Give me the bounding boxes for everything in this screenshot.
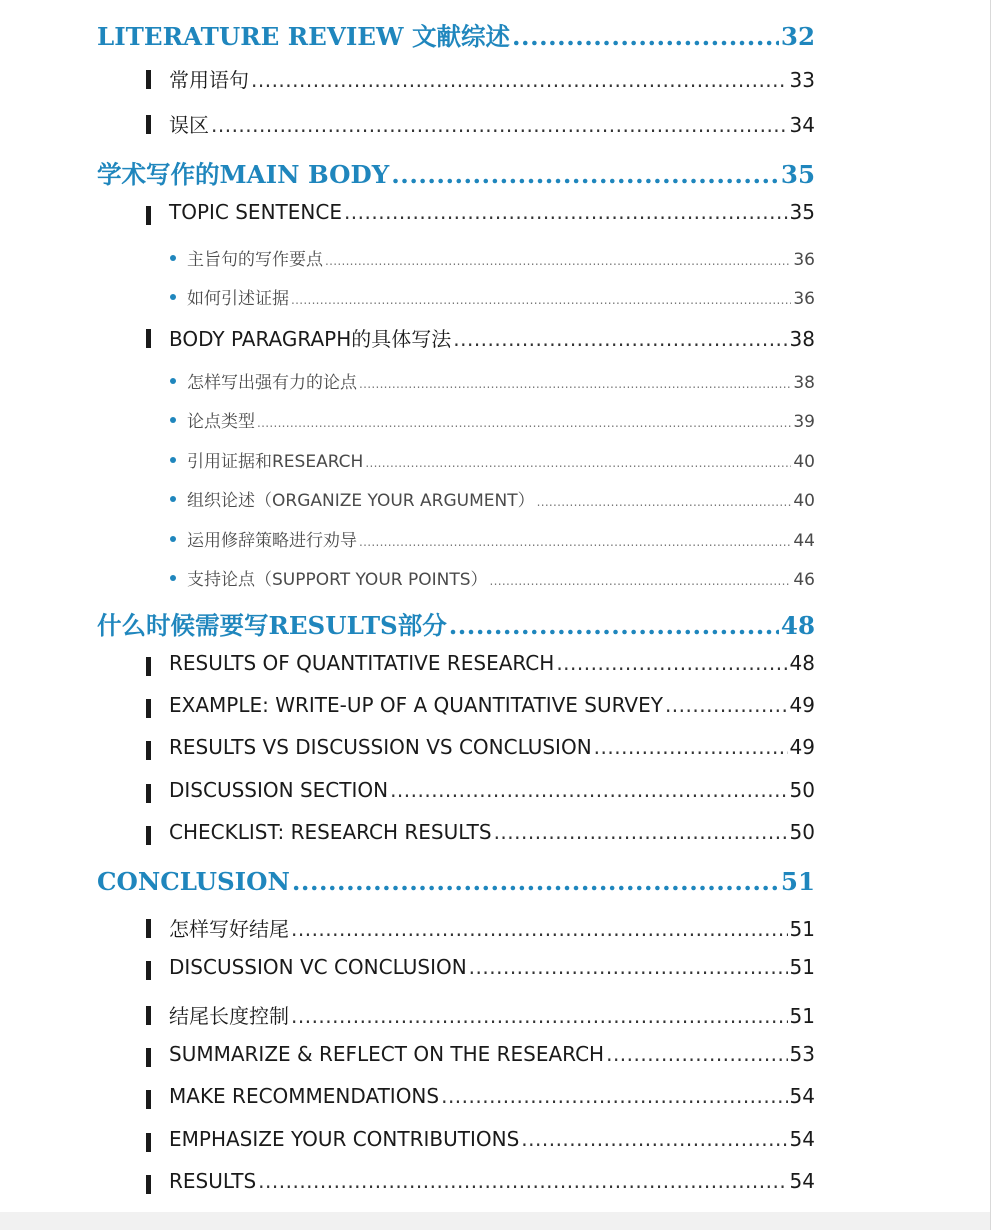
toc-subsection[interactable] bbox=[146, 651, 815, 681]
toc-section[interactable] bbox=[97, 607, 815, 641]
toc-page-number: 51 bbox=[789, 955, 815, 979]
toc-page-number: 40 bbox=[793, 491, 815, 511]
toc-page-number: 40 bbox=[793, 452, 815, 472]
dot-leader bbox=[453, 327, 787, 351]
toc-subsection[interactable] bbox=[146, 735, 815, 765]
toc-section-title: CONCLUSION bbox=[97, 867, 290, 896]
toc-page-number: 36 bbox=[793, 250, 815, 270]
subsection-bar-marker bbox=[146, 70, 151, 89]
toc-subsection-title: DISCUSSION VC CONCLUSION bbox=[169, 955, 467, 979]
dot-leader bbox=[390, 778, 787, 802]
toc-page-number: 54 bbox=[789, 1084, 815, 1108]
toc-item[interactable] bbox=[170, 565, 815, 591]
toc-subsection[interactable] bbox=[146, 64, 815, 94]
toc-item-title: 怎样写出强有力的论点 bbox=[187, 373, 357, 393]
dot-leader bbox=[291, 1004, 788, 1028]
toc-item[interactable] bbox=[170, 486, 815, 512]
toc-item-title: 运用修辞策略进行劝导 bbox=[187, 531, 357, 551]
subsection-bar-marker bbox=[146, 919, 151, 938]
toc-section[interactable] bbox=[97, 18, 815, 52]
subsection-bar-marker bbox=[146, 826, 151, 845]
toc-subsection[interactable] bbox=[146, 778, 815, 808]
dot-leader bbox=[251, 68, 788, 92]
dot-leader bbox=[391, 160, 779, 189]
toc-subsection-title: EXAMPLE: WRITE-UP OF A QUANTITATIVE SURVEY bbox=[169, 693, 663, 717]
dot-leader bbox=[344, 200, 788, 224]
toc-page-number: 54 bbox=[789, 1127, 815, 1151]
toc-subsection-title: RESULTS OF QUANTITATIVE RESEARCH bbox=[169, 651, 555, 675]
dot-leader bbox=[665, 693, 788, 717]
toc-section[interactable] bbox=[97, 156, 815, 190]
dot-leader bbox=[257, 416, 791, 430]
toc-subsection-title: SUMMARIZE & REFLECT ON THE RESEARCH bbox=[169, 1042, 605, 1066]
toc-page-number: 53 bbox=[789, 1042, 815, 1066]
toc-page-number: 50 bbox=[789, 820, 815, 844]
toc-page-number: 48 bbox=[789, 651, 815, 675]
bullet-icon bbox=[170, 536, 176, 542]
toc-subsection[interactable] bbox=[146, 820, 815, 850]
subsection-bar-marker bbox=[146, 657, 151, 676]
toc-subsection-title: 怎样写好结尾 bbox=[169, 917, 289, 941]
toc-item[interactable] bbox=[170, 245, 815, 271]
dot-leader bbox=[325, 254, 791, 268]
toc-page-number: 46 bbox=[793, 570, 815, 590]
bullet-icon bbox=[170, 255, 176, 261]
dot-leader bbox=[291, 293, 791, 307]
bullet-icon bbox=[170, 417, 176, 423]
toc-subsection-title: 误区 bbox=[169, 113, 209, 137]
subsection-bar-marker bbox=[146, 784, 151, 803]
dot-leader bbox=[359, 377, 791, 391]
toc-page-number: 51 bbox=[789, 917, 815, 941]
toc-item[interactable] bbox=[170, 284, 815, 310]
toc-page-number: 49 bbox=[789, 693, 815, 717]
toc-page-number: 36 bbox=[793, 289, 815, 309]
dot-leader bbox=[258, 1169, 787, 1193]
bullet-icon bbox=[170, 575, 176, 581]
bullet-icon bbox=[170, 496, 176, 502]
toc-item[interactable] bbox=[170, 526, 815, 552]
toc-subsection[interactable] bbox=[146, 109, 815, 139]
toc-page-number: 35 bbox=[780, 160, 815, 189]
toc-subsection-title: RESULTS VS DISCUSSION VS CONCLUSION bbox=[169, 735, 592, 759]
toc-page-number: 49 bbox=[789, 735, 815, 759]
bullet-icon bbox=[170, 378, 176, 384]
subsection-bar-marker bbox=[146, 1006, 151, 1025]
subsection-bar-marker bbox=[146, 1133, 151, 1152]
dot-leader bbox=[512, 22, 779, 51]
toc-subsection-title: RESULTS bbox=[169, 1169, 257, 1193]
toc-item-title: 支持论点（SUPPORT YOUR POINTS） bbox=[187, 570, 488, 590]
dot-leader bbox=[537, 495, 792, 509]
subsection-bar-marker bbox=[146, 1175, 151, 1194]
toc-page-number: 51 bbox=[789, 1004, 815, 1028]
toc-item-title: 主旨句的写作要点 bbox=[187, 250, 323, 270]
toc-page-number: 32 bbox=[780, 22, 815, 51]
toc-subsection-title: DISCUSSION SECTION bbox=[169, 778, 389, 802]
subsection-bar-marker bbox=[146, 699, 151, 718]
toc-item-title: 引用证据和RESEARCH bbox=[187, 452, 364, 472]
subsection-bar-marker bbox=[146, 1048, 151, 1067]
toc-page-number: 38 bbox=[789, 327, 815, 351]
toc-page-number: 44 bbox=[793, 531, 815, 551]
toc-subsection-title: CHECKLIST: RESEARCH RESULTS bbox=[169, 820, 492, 844]
dot-leader bbox=[365, 456, 791, 470]
toc-subsection-title: 结尾长度控制 bbox=[169, 1004, 289, 1028]
dot-leader bbox=[606, 1042, 787, 1066]
dot-leader bbox=[521, 1127, 787, 1151]
dot-leader bbox=[211, 113, 788, 137]
toc-section-title: 学术写作的MAIN BODY bbox=[97, 160, 390, 189]
toc-subsection-title: BODY PARAGRAPH的具体写法 bbox=[169, 327, 452, 351]
bullet-icon bbox=[170, 294, 176, 300]
subsection-bar-marker bbox=[146, 1090, 151, 1109]
toc-item[interactable] bbox=[170, 447, 815, 473]
toc-page-number: 50 bbox=[789, 778, 815, 802]
toc-subsection[interactable] bbox=[146, 1084, 815, 1114]
toc-subsection-title: 常用语句 bbox=[169, 68, 249, 92]
toc-item-title: 组织论述（ORGANIZE YOUR ARGUMENT） bbox=[187, 491, 535, 511]
subsection-bar-marker bbox=[146, 961, 151, 980]
toc-item[interactable] bbox=[170, 368, 815, 394]
toc-page-number: 34 bbox=[789, 113, 815, 137]
toc-subsection[interactable] bbox=[146, 1042, 815, 1072]
toc-subsection[interactable] bbox=[146, 1000, 815, 1030]
dot-leader bbox=[494, 820, 788, 844]
toc-page-number: 51 bbox=[780, 867, 815, 896]
toc-page-number: 33 bbox=[789, 68, 815, 92]
toc-page-number: 39 bbox=[793, 412, 815, 432]
dot-leader bbox=[490, 574, 792, 588]
toc-subsection[interactable] bbox=[146, 1127, 815, 1157]
toc-section-title: LITERATURE REVIEW 文献综述 bbox=[97, 22, 511, 51]
toc-subsection[interactable] bbox=[146, 1169, 815, 1199]
toc-subsection-title: TOPIC SENTENCE bbox=[169, 200, 342, 224]
toc-subsection-title: MAKE RECOMMENDATIONS bbox=[169, 1084, 440, 1108]
dot-leader bbox=[359, 535, 791, 549]
subsection-bar-marker bbox=[146, 206, 151, 225]
toc-page-number: 48 bbox=[780, 611, 815, 640]
toc-subsection[interactable] bbox=[146, 200, 815, 230]
toc-subsection[interactable] bbox=[146, 955, 815, 985]
toc-subsection[interactable] bbox=[146, 693, 815, 723]
toc-subsection[interactable] bbox=[146, 913, 815, 943]
subsection-bar-marker bbox=[146, 115, 151, 134]
dot-leader bbox=[449, 611, 779, 640]
dot-leader bbox=[556, 651, 787, 675]
toc-section[interactable] bbox=[97, 867, 815, 901]
dot-leader bbox=[291, 917, 788, 941]
toc-item-title: 论点类型 bbox=[187, 412, 255, 432]
toc-section-title: 什么时候需要写RESULTS部分 bbox=[97, 611, 447, 640]
subsection-bar-marker bbox=[146, 329, 151, 348]
toc-subsection-title: EMPHASIZE YOUR CONTRIBUTIONS bbox=[169, 1127, 520, 1151]
toc-page-number: 38 bbox=[793, 373, 815, 393]
toc-item[interactable] bbox=[170, 407, 815, 433]
dot-leader bbox=[594, 735, 788, 759]
bullet-icon bbox=[170, 457, 176, 463]
subsection-bar-marker bbox=[146, 741, 151, 760]
toc-page-number: 35 bbox=[789, 200, 815, 224]
dot-leader bbox=[469, 955, 788, 979]
dot-leader bbox=[292, 867, 779, 896]
dot-leader bbox=[441, 1084, 787, 1108]
toc-item-title: 如何引述证据 bbox=[187, 289, 289, 309]
toc-page-number: 54 bbox=[789, 1169, 815, 1193]
toc-subsection[interactable] bbox=[146, 323, 815, 353]
